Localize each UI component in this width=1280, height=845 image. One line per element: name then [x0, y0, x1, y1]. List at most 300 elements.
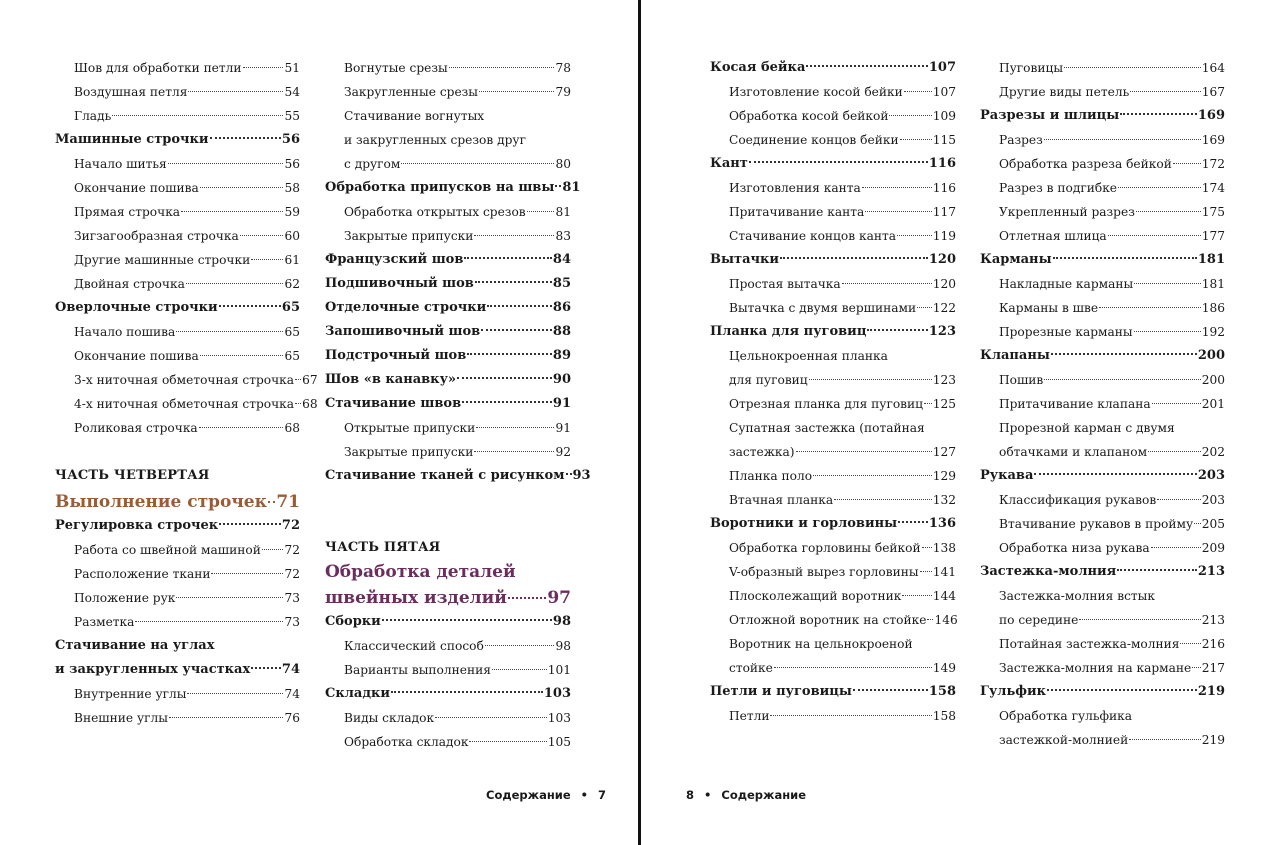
toc-page-number: 85	[552, 276, 571, 291]
spacer	[325, 488, 571, 512]
toc-entry[interactable]	[710, 440, 956, 464]
toc-page-number: 109	[932, 109, 956, 123]
leader-dots	[391, 678, 543, 693]
toc-entry-title: Сборки	[325, 614, 381, 629]
toc-entry-title: Стачивание на углах	[55, 638, 215, 653]
part-title-text: Обработка деталей	[325, 562, 516, 582]
leader-dots	[922, 535, 932, 548]
toc-entry[interactable]	[980, 512, 1225, 536]
toc-entry-title: Зигзагообразная строчка	[74, 229, 239, 243]
leader-dots	[219, 510, 281, 525]
toc-entry-title: Стачивание тканей с рисунком	[325, 468, 565, 483]
toc-entry-title: 4-х ниточная обметочная строчка	[74, 397, 295, 411]
leader-dots	[475, 268, 552, 283]
part-page-number: 71	[276, 492, 300, 512]
leader-dots	[900, 127, 932, 140]
toc-entry[interactable]	[710, 680, 956, 704]
toc-page-number: 213	[1201, 613, 1225, 627]
leader-dots	[1120, 100, 1197, 115]
leader-dots	[435, 705, 547, 718]
toc-page-number: 72	[284, 567, 300, 581]
leader-dots	[927, 607, 933, 620]
toc-page-number: 181	[1201, 277, 1225, 291]
toc-entry[interactable]	[710, 104, 956, 128]
toc-entry[interactable]	[980, 248, 1225, 272]
toc-entry-title: Отлетная шлица	[999, 229, 1107, 243]
toc-page-number: 74	[284, 687, 300, 701]
toc-entry-title: Прорезные карманы	[999, 325, 1133, 339]
toc-entry[interactable]	[325, 200, 571, 224]
toc-entry[interactable]	[980, 368, 1225, 392]
toc-entry-title: Стачивание концов канта	[729, 229, 896, 243]
toc-entry[interactable]	[980, 104, 1225, 128]
toc-entry[interactable]	[980, 128, 1225, 152]
toc-entry-title: Планка поло	[729, 469, 813, 483]
toc-page-number: 103	[543, 686, 571, 701]
toc-entry-title: Рукава	[980, 468, 1034, 483]
toc-entry[interactable]	[55, 682, 300, 706]
toc-list	[325, 56, 591, 488]
footer-title: Содержание	[486, 788, 571, 802]
toc-entry-title: Гладь	[74, 109, 112, 123]
leader-dots	[1151, 535, 1201, 548]
toc-list	[980, 56, 1225, 752]
leader-dots	[1173, 151, 1201, 164]
toc-entry[interactable]	[710, 200, 956, 224]
toc-entry-title: Застежка-молния встык	[999, 589, 1155, 603]
toc-entry[interactable]	[980, 200, 1225, 224]
toc-page-number: 73	[284, 591, 300, 605]
toc-page-number: 91	[555, 421, 571, 435]
toc-entry-title: Изготовление косой бейки	[729, 85, 903, 99]
toc-entry[interactable]	[980, 464, 1225, 488]
toc-entry-title: Карманы	[980, 252, 1052, 267]
toc-page-number: 74	[281, 662, 300, 677]
toc-page-number: 68	[284, 421, 300, 435]
leader-dots	[251, 654, 281, 669]
part-label: ЧАСТЬ ЧЕТВЕРТАЯ	[55, 468, 210, 483]
leader-dots	[806, 52, 927, 67]
toc-entry[interactable]	[55, 248, 300, 272]
toc-page-number: 219	[1197, 684, 1225, 699]
toc-entry[interactable]	[980, 632, 1225, 656]
toc-entry-title: обтачками и клапаном	[999, 445, 1148, 459]
toc-entry[interactable]	[710, 512, 956, 536]
toc-entry[interactable]	[325, 128, 571, 152]
toc-page-number: 149	[932, 661, 956, 675]
page-divider	[638, 0, 641, 845]
toc-entry[interactable]	[980, 56, 1225, 80]
toc-entry-title: Пошив	[999, 373, 1044, 387]
toc-entry[interactable]	[325, 416, 571, 440]
leader-dots	[1099, 295, 1201, 308]
toc-column-1	[55, 56, 318, 730]
toc-entry-title: Отложной воротник на стойке	[729, 613, 927, 627]
leader-dots	[897, 223, 932, 236]
toc-entry-title: Обработка гульфика	[999, 709, 1133, 723]
part-page-number: 97	[547, 588, 571, 608]
leader-dots	[135, 609, 283, 622]
leader-dots	[219, 292, 281, 307]
toc-page-number: 138	[932, 541, 956, 555]
leader-dots	[464, 244, 552, 259]
toc-entry[interactable]	[710, 416, 956, 440]
leader-dots	[476, 415, 554, 428]
leader-dots	[1108, 223, 1201, 236]
toc-entry[interactable]	[55, 224, 300, 248]
leader-dots	[774, 655, 932, 668]
toc-entry-title: Работа со швейной машиной	[74, 543, 261, 557]
toc-page-number: 67	[302, 373, 318, 387]
toc-entry-title: Плосколежащий воротник	[729, 589, 902, 603]
toc-page-number: 119	[932, 229, 956, 243]
toc-page-number: 216	[1201, 637, 1225, 651]
toc-entry[interactable]	[325, 464, 591, 488]
toc-entry[interactable]	[55, 392, 318, 416]
toc-entry[interactable]	[325, 634, 571, 658]
toc-entry[interactable]	[710, 272, 956, 296]
toc-page-number: 103	[547, 711, 571, 725]
toc-page-number: 172	[1201, 157, 1225, 171]
leader-dots	[382, 606, 552, 621]
toc-entry-title: Складки	[325, 686, 391, 701]
toc-entry-title: Воздушная петля	[74, 85, 188, 99]
leader-dots	[917, 295, 932, 308]
toc-entry-title: Разметка	[74, 615, 135, 629]
toc-page-number: 55	[284, 109, 300, 123]
toc-entry[interactable]	[55, 538, 300, 562]
leader-dots	[186, 271, 284, 284]
toc-entry-title: Окончание пошива	[74, 181, 199, 195]
toc-entry[interactable]	[55, 344, 300, 368]
toc-entry[interactable]	[980, 416, 1225, 440]
toc-entry-title: Открытые припуски	[344, 421, 476, 435]
toc-entry[interactable]	[55, 586, 300, 610]
leader-dots	[1136, 199, 1201, 212]
leader-dots	[168, 151, 284, 164]
toc-page-number: 68	[302, 397, 318, 411]
leader-dots	[481, 316, 552, 331]
toc-entry[interactable]	[980, 680, 1225, 704]
footer-left	[486, 788, 606, 802]
toc-entry-title: и закругленных срезов друг	[344, 133, 526, 147]
toc-page-number: 200	[1197, 348, 1225, 363]
leader-dots	[181, 199, 283, 212]
leader-dots	[1118, 175, 1201, 188]
toc-entry-title: Прямая строчка	[74, 205, 181, 219]
toc-entry[interactable]	[710, 608, 956, 632]
toc-entry-title: Планка для пуговиц	[710, 324, 867, 339]
toc-entry[interactable]	[980, 176, 1225, 200]
toc-entry-title: Внутренние углы	[74, 687, 187, 701]
toc-entry[interactable]	[55, 416, 300, 440]
toc-entry[interactable]	[55, 176, 300, 200]
leader-dots	[1194, 511, 1201, 524]
toc-entry[interactable]	[710, 176, 956, 200]
toc-entry[interactable]	[325, 104, 571, 128]
toc-page-number: 72	[281, 518, 300, 533]
toc-entry-title: Подшивочный шов	[325, 276, 474, 291]
toc-page-number: 141	[932, 565, 956, 579]
toc-page-number: 73	[284, 615, 300, 629]
leader-dots	[1117, 556, 1197, 571]
toc-entry[interactable]	[325, 176, 581, 200]
leader-dots	[1044, 367, 1200, 380]
toc-column-3	[710, 56, 956, 728]
leader-dots	[474, 439, 554, 452]
leader-dots	[1130, 79, 1201, 92]
toc-entry[interactable]	[710, 584, 956, 608]
toc-entry[interactable]	[325, 730, 571, 754]
leader-dots	[211, 561, 283, 574]
toc-entry[interactable]	[55, 80, 300, 104]
toc-page-number: 65	[284, 349, 300, 363]
toc-entry-title: Цельнокроенная планка	[729, 349, 888, 363]
toc-entry-title: Кант	[710, 156, 748, 171]
toc-page-number: 107	[932, 85, 956, 99]
toc-entry[interactable]	[710, 392, 956, 416]
toc-entry-title: Обработка складок	[344, 735, 469, 749]
toc-entry[interactable]	[325, 706, 571, 730]
toc-entry-title: по середине	[999, 613, 1079, 627]
toc-entry[interactable]	[980, 704, 1225, 728]
toc-list	[710, 56, 956, 728]
toc-entry[interactable]	[55, 200, 300, 224]
toc-entry[interactable]	[980, 392, 1225, 416]
toc-entry[interactable]	[325, 80, 571, 104]
toc-entry-title: Разрез в подгибке	[999, 181, 1118, 195]
toc-list	[55, 56, 318, 440]
toc-entry-title: Вогнутые срезы	[344, 61, 448, 75]
toc-entry[interactable]	[710, 464, 956, 488]
toc-entry[interactable]	[980, 560, 1225, 584]
toc-entry[interactable]	[980, 296, 1225, 320]
toc-page-number: 132	[932, 493, 956, 507]
leader-dots	[898, 508, 928, 523]
toc-page-number: 54	[284, 85, 300, 99]
toc-entry-title: Отрезная планка для пуговиц	[729, 397, 924, 411]
toc-entry-title: Стачивание швов	[325, 396, 462, 411]
leader-dots	[842, 271, 932, 284]
toc-page-number: 86	[552, 300, 571, 315]
leader-dots	[920, 559, 932, 572]
leader-dots	[889, 103, 931, 116]
toc-entry-title: стойке	[729, 661, 773, 675]
toc-page-number: 144	[932, 589, 956, 603]
leader-dots	[176, 319, 283, 332]
toc-entry-title: Начало шитья	[74, 157, 167, 171]
toc-entry[interactable]	[980, 584, 1225, 608]
footer-bullet: •	[704, 788, 712, 802]
toc-entry-title: Запошивочный шов	[325, 324, 481, 339]
toc-entry[interactable]	[980, 344, 1225, 368]
leader-dots	[210, 124, 281, 139]
toc-entry-title: Регулировка строчек	[55, 518, 219, 533]
toc-entry-title: Застежка-молния на кармане	[999, 661, 1192, 675]
toc-entry-title: Закрытые припуски	[344, 229, 474, 243]
toc-entry-title: Шов для обработки петли	[74, 61, 242, 75]
toc-entry[interactable]	[710, 56, 956, 80]
toc-entry[interactable]	[710, 248, 956, 272]
toc-page-number: 158	[928, 684, 956, 699]
toc-entry[interactable]	[980, 152, 1225, 176]
leader-dots	[566, 460, 572, 475]
toc-entry[interactable]	[55, 562, 300, 586]
leader-dots	[479, 79, 554, 92]
leader-dots	[1134, 319, 1201, 332]
toc-page-number: 116	[928, 156, 956, 171]
leader-dots	[1044, 127, 1201, 140]
toc-entry-title: Шов «в канавку»	[325, 372, 457, 387]
toc-entry-title: Петли и пуговицы	[710, 684, 852, 699]
toc-page-number: 51	[284, 61, 300, 75]
toc-page-number: 76	[284, 711, 300, 725]
leader-dots	[485, 633, 555, 646]
toc-entry-title: Воротники и горловины	[710, 516, 898, 531]
toc-entry[interactable]	[325, 610, 571, 634]
leader-dots	[262, 537, 284, 550]
leader-dots	[1157, 487, 1201, 500]
toc-entry[interactable]	[325, 682, 571, 706]
leader-dots	[924, 391, 932, 404]
toc-entry-title: Другие виды петель	[999, 85, 1130, 99]
toc-page-number: 217	[1201, 661, 1225, 675]
toc-page-number: 79	[555, 85, 571, 99]
toc-entry-title: Пуговицы	[999, 61, 1064, 75]
toc-entry-title: для пуговиц	[729, 373, 808, 387]
toc-entry[interactable]	[325, 440, 571, 464]
toc-entry[interactable]	[55, 706, 300, 730]
leader-dots	[780, 244, 928, 259]
toc-entry[interactable]	[710, 560, 956, 584]
toc-entry[interactable]	[980, 608, 1225, 632]
toc-page-number: 92	[555, 445, 571, 459]
toc-entry[interactable]	[710, 320, 956, 344]
toc-page-number: 98	[555, 639, 571, 653]
toc-entry-title: V-образный вырез горловины	[729, 565, 919, 579]
toc-page-number: 158	[932, 709, 956, 723]
toc-entry-title: Классический способ	[344, 639, 484, 653]
toc-entry[interactable]	[710, 80, 956, 104]
toc-entry-title: Притачивание канта	[729, 205, 865, 219]
toc-page-number: 81	[562, 180, 581, 195]
leader-dots	[492, 657, 547, 670]
toc-entry[interactable]	[55, 658, 300, 682]
toc-page-number: 62	[284, 277, 300, 291]
toc-page-number: 129	[932, 469, 956, 483]
leader-dots	[749, 148, 928, 163]
toc-page-number: 58	[284, 181, 300, 195]
toc-page-number: 101	[547, 663, 571, 677]
part-title-text: Выполнение строчек	[55, 492, 267, 512]
toc-entry[interactable]	[710, 368, 956, 392]
leader-dots	[457, 364, 552, 379]
leader-dots	[462, 388, 552, 403]
toc-entry-title: Стачивание вогнутых	[344, 109, 485, 123]
toc-entry-title: Простая вытачка	[729, 277, 841, 291]
toc-page-number: 201	[1201, 397, 1225, 411]
toc-entry[interactable]	[710, 536, 956, 560]
toc-entry-title: Втачная планка	[729, 493, 834, 507]
leader-dots	[527, 199, 555, 212]
toc-entry[interactable]	[55, 610, 300, 634]
toc-entry-title: Карманы в шве	[999, 301, 1099, 315]
toc-entry-title: застежкой-молнией	[999, 733, 1129, 747]
leader-dots	[112, 103, 283, 116]
toc-entry[interactable]	[980, 272, 1225, 296]
toc-entry-title: 3-х ниточная обметочная строчка	[74, 373, 295, 387]
toc-list	[55, 514, 300, 730]
toc-page-number: 175	[1201, 205, 1225, 219]
toc-entry[interactable]	[325, 392, 571, 416]
footer-right	[686, 788, 806, 802]
toc-entry[interactable]	[55, 128, 300, 152]
toc-page-number: 107	[928, 60, 956, 75]
toc-page-number: 98	[552, 614, 571, 629]
toc-entry[interactable]	[325, 56, 571, 80]
toc-page-number: 120	[928, 252, 956, 267]
toc-entry-title: и закругленных участках	[55, 662, 251, 677]
toc-page-number: 72	[284, 543, 300, 557]
toc-page-number: 60	[284, 229, 300, 243]
toc-entry[interactable]	[55, 152, 300, 176]
leader-dots	[469, 729, 546, 742]
toc-entry-title: Петли	[729, 709, 770, 723]
toc-page-number: 202	[1201, 445, 1225, 459]
toc-column-4	[980, 56, 1225, 752]
toc-entry[interactable]	[710, 632, 956, 656]
toc-page-number: 192	[1201, 325, 1225, 339]
toc-entry-title: Обработка припусков на швы	[325, 180, 555, 195]
toc-entry[interactable]	[55, 514, 300, 538]
toc-entry[interactable]	[710, 152, 956, 176]
toc-entry-title: Накладные карманы	[999, 277, 1134, 291]
toc-entry-title: Разрез	[999, 133, 1043, 147]
toc-entry-title: Вытачки	[710, 252, 780, 267]
footer-page-number: 7	[598, 788, 607, 802]
toc-entry[interactable]	[980, 728, 1225, 752]
leader-dots	[867, 316, 927, 331]
toc-entry-title: Расположение ткани	[74, 567, 211, 581]
leader-dots	[813, 463, 932, 476]
footer-title: Содержание	[721, 788, 807, 802]
leader-dots	[199, 415, 284, 428]
toc-page-number: 174	[1201, 181, 1225, 195]
toc-page-number: 146	[934, 613, 958, 627]
toc-entry[interactable]	[55, 368, 318, 392]
leader-dots	[449, 55, 555, 68]
leader-dots	[1079, 607, 1200, 620]
toc-entry[interactable]	[55, 56, 300, 80]
toc-entry[interactable]	[980, 488, 1225, 512]
spacer	[325, 512, 571, 536]
toc-entry[interactable]	[710, 704, 956, 728]
toc-entry-title: с другом	[344, 157, 401, 171]
leader-dots	[1053, 244, 1197, 259]
toc-entry[interactable]	[55, 320, 300, 344]
toc-list	[325, 610, 571, 754]
toc-entry[interactable]	[710, 344, 956, 368]
toc-entry[interactable]	[325, 152, 571, 176]
toc-page-number: 169	[1201, 133, 1225, 147]
leader-dots	[188, 79, 283, 92]
leader-dots	[555, 172, 561, 187]
leader-dots	[251, 247, 283, 260]
toc-page-number: 177	[1201, 229, 1225, 243]
toc-entry[interactable]	[55, 296, 300, 320]
toc-page-number: 59	[284, 205, 300, 219]
toc-page-number: 203	[1201, 493, 1225, 507]
